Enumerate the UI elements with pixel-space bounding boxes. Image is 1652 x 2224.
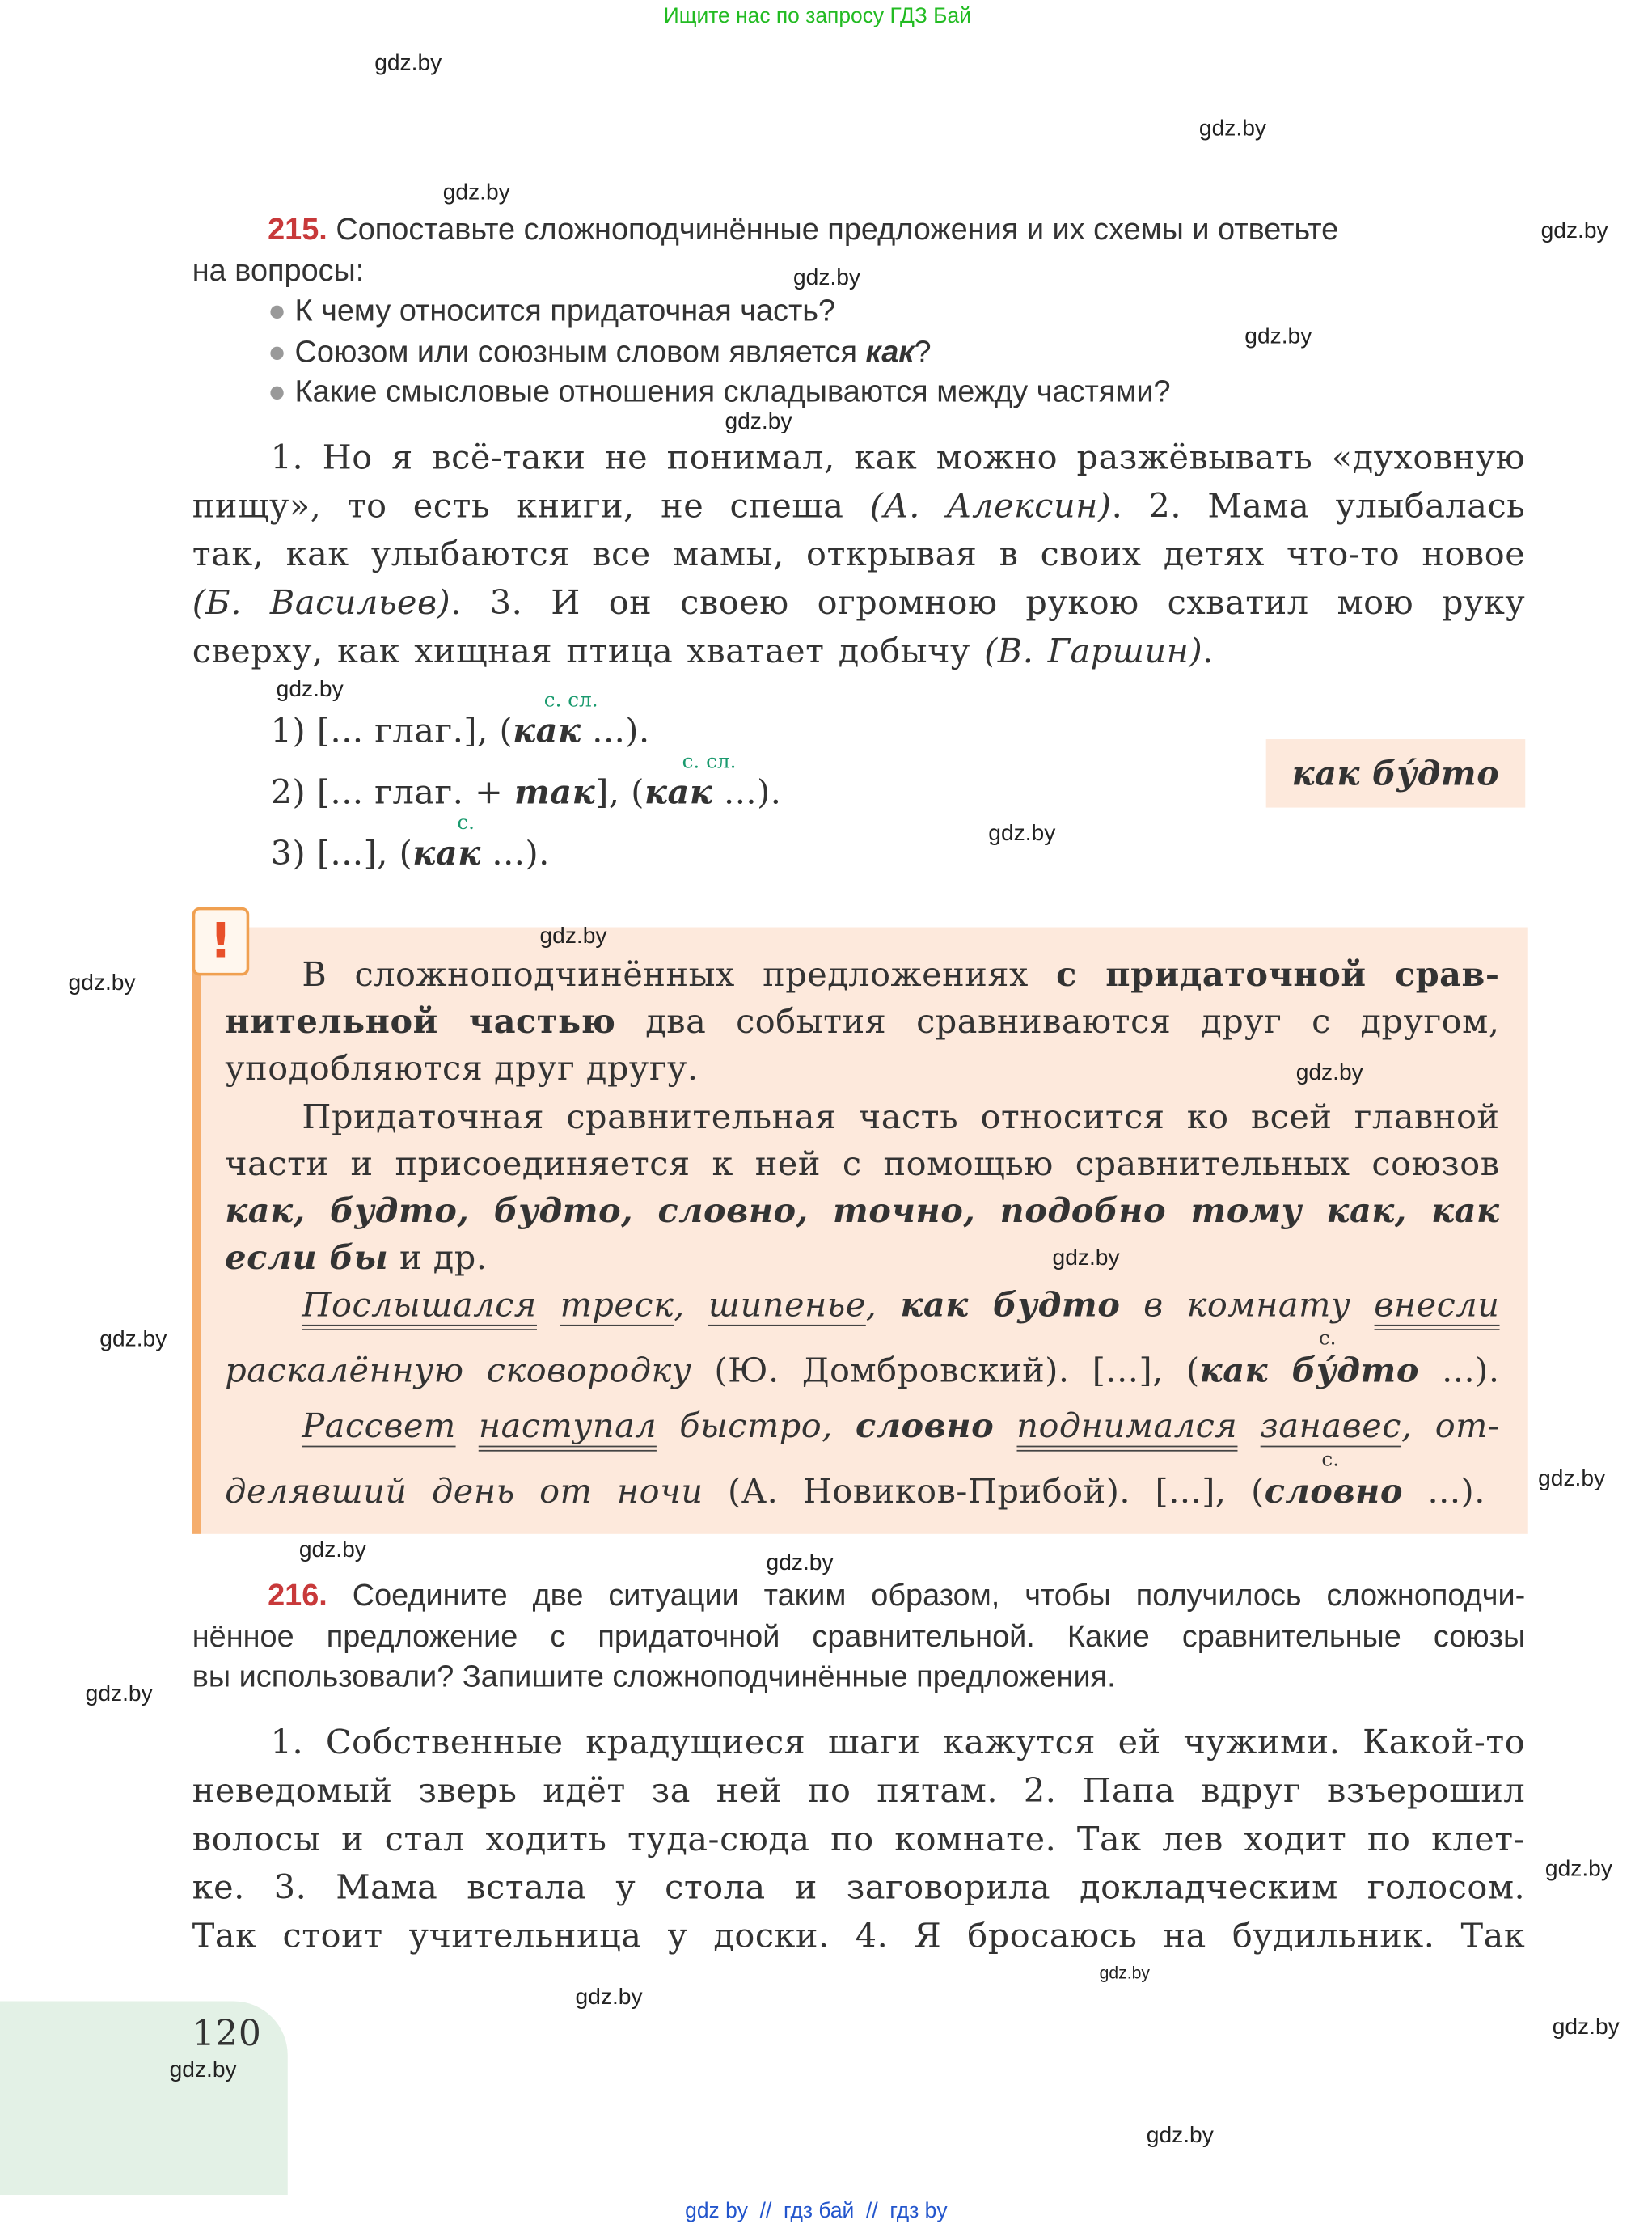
text: (Ю. Домбровский). [...], ( xyxy=(714,1350,1200,1390)
ex215-text-line xyxy=(192,534,1525,573)
watermark: gdz.by xyxy=(99,1327,167,1352)
watermark: gdz.by xyxy=(374,51,442,76)
predicate: наступал xyxy=(479,1406,657,1451)
ex216-text-line: 1. Собственные крадущиеся шаги кажутся ей чужими. Какой-то xyxy=(270,1722,1526,1762)
question-2 xyxy=(268,335,931,370)
text: два события сравниваются друг с другом, xyxy=(615,1001,1500,1042)
scheme-conjunction: как xyxy=(513,710,581,751)
text: раскалённую сковородку xyxy=(225,1350,692,1390)
watermark: gdz.by xyxy=(1540,219,1608,244)
example-line xyxy=(225,1471,1485,1511)
watermark: gdz.by xyxy=(792,266,861,291)
question-keyword: как xyxy=(865,334,915,370)
ex216-text-line: неведомый зверь идёт за ней по пятам. 2. Папа вдруг взъерошил xyxy=(192,1770,1526,1811)
bullet-icon: ● xyxy=(268,374,287,409)
rule-line xyxy=(225,1001,1499,1041)
watermark: gdz.by xyxy=(169,2057,237,2082)
text: ...). xyxy=(1403,1471,1485,1512)
watermark: gdz.by xyxy=(1552,2015,1620,2040)
page-number: 120 xyxy=(192,2012,262,2054)
task-text: Соедините две ситуации таким образом, чтобы получилось сложноподчи- xyxy=(352,1578,1526,1613)
watermark: gdz.by xyxy=(575,1985,643,2010)
text: пищу», то есть книги, не спеша xyxy=(192,485,870,526)
scheme-text: ...). xyxy=(480,833,550,873)
text: сверху, как хищная птица хватает добычу xyxy=(192,631,985,671)
promo-header[interactable]: Ищите нас по запросу ГДЗ Бай xyxy=(663,4,971,29)
text: . xyxy=(1202,631,1214,671)
question-text: ? xyxy=(914,334,932,370)
watermark: gdz.by xyxy=(1146,2123,1214,2148)
scheme-text: ], ( xyxy=(595,772,644,812)
scheme-text: ...). xyxy=(581,710,650,751)
ex215-number: 215. xyxy=(268,212,327,247)
example-line xyxy=(225,1351,1499,1390)
footer-links[interactable]: gdz by // гдз бай // гдз by xyxy=(685,2199,948,2224)
conjunction: словно xyxy=(1264,1471,1404,1512)
text: в комнату xyxy=(1143,1284,1351,1325)
text: , от- xyxy=(1401,1406,1500,1446)
ex216-task-line: нённое предложение с придаточной сравнительной. Какие сравнительные союзы xyxy=(192,1619,1526,1654)
conjunction: словно xyxy=(855,1406,995,1446)
example-line xyxy=(302,1406,1499,1445)
text: ...). xyxy=(1418,1350,1500,1390)
rule-line: уподобляются друг другу. xyxy=(225,1048,699,1089)
text: быстро, xyxy=(679,1406,833,1446)
watermark: gdz.by xyxy=(1099,1962,1150,1983)
scheme-text: ...). xyxy=(712,772,782,812)
text: 1. Но я всё-таки не понимал, как можно разжёвывать «духовную xyxy=(270,437,1526,478)
scheme-3 xyxy=(271,833,550,873)
watermark: gdz.by xyxy=(1544,1857,1612,1882)
watermark: gdz.by xyxy=(1198,116,1266,142)
watermark: gdz.by xyxy=(1244,324,1312,349)
conjunction: как будто xyxy=(900,1284,1121,1325)
ex216-text-line: волосы и стал ходить туда-сюда по комнате. Так лев ходит по клет- xyxy=(192,1819,1526,1859)
subject: шипенье xyxy=(708,1284,866,1325)
ex215-text-line xyxy=(192,486,1525,526)
watermark: gdz.by xyxy=(1538,1467,1606,1491)
text: . 3. И он своею огромною рукою схватил мою руку xyxy=(450,582,1526,623)
scheme-conjunction: как xyxy=(412,833,481,873)
conjunctions: как, будто, будто, словно, точно, подобно тому как, как xyxy=(225,1190,1500,1231)
exclamation-icon xyxy=(192,907,249,976)
scheme-word: так xyxy=(513,772,596,812)
bullet-icon: ● xyxy=(268,293,287,328)
rule-line xyxy=(302,954,1499,994)
watermark: gdz.by xyxy=(1052,1246,1120,1271)
rule-line: части и присоединяется к ней с помощью сравнительных союзов xyxy=(225,1144,1500,1184)
conjunctions: если бы xyxy=(225,1237,389,1278)
watermark: gdz.by xyxy=(276,678,344,703)
exclamation-mark: ! xyxy=(209,912,232,970)
scheme-text: 2) [... глаг. + xyxy=(270,772,514,812)
ex216-text-line: Так стоит учительница у доски. 4. Я бросаюсь на будильник. Так xyxy=(192,1915,1526,1956)
scheme-conjunction: как xyxy=(644,772,713,812)
ex215-task-line2: на вопросы: xyxy=(192,253,365,288)
scheme-text: 3) [...], ( xyxy=(270,833,413,873)
scheme-label: с. сл. xyxy=(682,750,737,774)
rule-line: Придаточная сравнительная часть относится ко всей главной xyxy=(302,1097,1500,1137)
watermark: gdz.by xyxy=(298,1538,366,1563)
watermark: gdz.by xyxy=(68,971,136,996)
watermark: gdz.by xyxy=(85,1681,153,1706)
side-note-text: как бу́дто xyxy=(1291,753,1500,793)
watermark: gdz.by xyxy=(766,1550,834,1575)
scheme-2 xyxy=(271,772,782,812)
ex215-text-line xyxy=(192,631,1214,670)
rule-line xyxy=(225,1237,487,1277)
text: . 2. Мама улыбалась xyxy=(1111,485,1526,526)
example-line xyxy=(302,1285,1499,1325)
text: делявший день от ночи xyxy=(225,1471,703,1512)
watermark: gdz.by xyxy=(539,924,607,949)
side-note xyxy=(1266,739,1526,808)
term: с придаточной срав- xyxy=(1056,954,1500,995)
watermark: gdz.by xyxy=(988,822,1056,847)
subject: треск xyxy=(560,1284,674,1325)
text: , xyxy=(674,1284,686,1325)
scheme-label: с. xyxy=(1321,1448,1340,1472)
subject: занавес xyxy=(1260,1406,1401,1446)
scheme-label: с. xyxy=(1318,1327,1337,1351)
predicate: внесли xyxy=(1374,1285,1499,1330)
text: В сложноподчинённых предложениях xyxy=(302,954,1057,995)
ex216-number: 216. xyxy=(268,1578,327,1613)
watermark: gdz.by xyxy=(1295,1061,1363,1086)
scheme-1 xyxy=(271,711,650,750)
term: нительной частью xyxy=(225,1001,616,1042)
rule-line xyxy=(225,1190,1499,1230)
author: (В. Гаршин) xyxy=(984,631,1203,671)
ex215-text-line xyxy=(271,438,1526,477)
scheme-label: с. сл. xyxy=(543,689,598,712)
question-text: К чему относится придаточная часть? xyxy=(294,293,836,328)
question-1 xyxy=(268,294,835,329)
predicate: Послышался xyxy=(302,1285,536,1330)
question-text: Какие смысловые отношения складываются между частями? xyxy=(294,374,1171,409)
author: (Б. Васильев) xyxy=(192,582,451,623)
ex216-task-line: вы использовали? Запишите сложноподчинённые предложения. xyxy=(192,1659,1116,1694)
predicate: поднимался xyxy=(1016,1406,1237,1451)
subject: Рассвет xyxy=(302,1406,456,1446)
ex215-text-line xyxy=(192,582,1525,622)
bullet-icon: ● xyxy=(268,334,287,370)
ex216-task-line xyxy=(268,1578,1525,1613)
text: , xyxy=(865,1284,877,1325)
ex216-text-line: ке. 3. Мама встала у стола и заговорила докладческим голосом. xyxy=(192,1867,1526,1908)
text: (А. Новиков-Прибой). [...], ( xyxy=(728,1471,1265,1512)
watermark: gdz.by xyxy=(442,180,510,205)
text: и др. xyxy=(388,1237,488,1278)
scheme-label: с. xyxy=(457,811,475,835)
scheme-text: 1) [... глаг.], ( xyxy=(270,710,513,751)
conjunction: как бу́дто xyxy=(1199,1350,1419,1390)
ex215-task: Сопоставьте сложноподчинённые предложения и их схемы и ответьте xyxy=(336,212,1339,247)
question-3 xyxy=(268,374,1170,410)
question-text: Союзом или союзным словом является xyxy=(294,334,866,370)
ex215-task-line1 xyxy=(268,212,1338,247)
text: так, как улыбаются все мамы, открывая в своих детях что-то новое xyxy=(192,534,1526,574)
author: (А. Алексин) xyxy=(869,485,1112,526)
watermark: gdz.by xyxy=(725,410,792,435)
